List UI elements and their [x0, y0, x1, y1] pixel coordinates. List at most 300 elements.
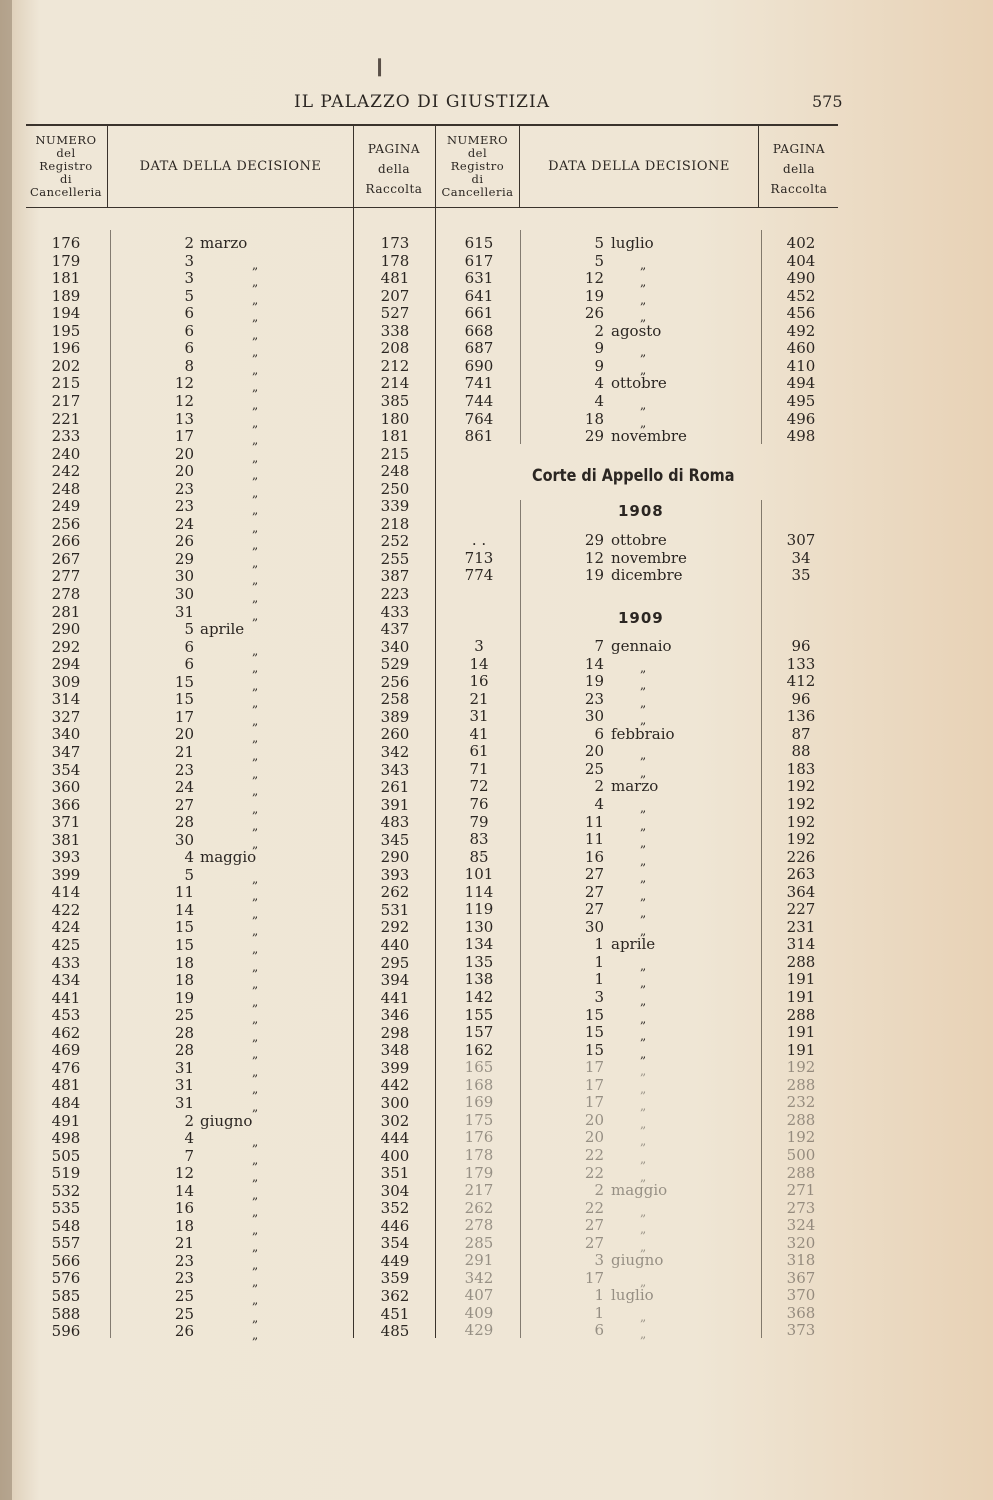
left-row-raccolta-page: 338 [380, 321, 410, 340]
left-row-raccolta-page: 529 [380, 655, 410, 674]
left-row-decision-day: 28 [174, 813, 194, 832]
left-row-registro-number: 433 [51, 953, 81, 972]
right-row-1908-decision-month: ottobre [611, 531, 667, 549]
right-row-decision-month: „ [640, 397, 647, 412]
right-row-1909-registro-number: 76 [469, 794, 489, 813]
left-row-decision-day: 15 [174, 672, 194, 691]
left-row-raccolta-page: 345 [380, 830, 410, 849]
right-row-1909-raccolta-page: 367 [786, 1268, 816, 1287]
right-row-decision-day: 4 [594, 374, 604, 393]
right-row-1909-registro-number: 168 [464, 1075, 494, 1094]
left-row-registro-number: 484 [51, 1093, 81, 1112]
left-row-raccolta-page: 207 [380, 286, 410, 305]
left-row-registro-number: 566 [51, 1251, 81, 1270]
right-row-1909-decision-month: „ [640, 695, 647, 710]
year-heading-1908: 1908 [618, 502, 664, 520]
right-row-1909-raccolta-page: 273 [786, 1198, 816, 1217]
right-row-1909-decision-month: febbraio [611, 724, 675, 743]
left-row-decision-month: aprile [200, 620, 245, 639]
right-row-raccolta-page: 494 [786, 374, 816, 393]
right-row-1909-registro-number: 138 [464, 970, 494, 989]
left-row-raccolta-page: 362 [380, 1287, 410, 1305]
right-row-1909-decision-month: „ [640, 923, 647, 938]
column-divider [761, 230, 762, 444]
right-row-1909-decision-month: „ [640, 1011, 647, 1026]
right-row-1909-registro-number: 429 [464, 1321, 494, 1340]
right-row-decision-month: „ [640, 257, 647, 272]
left-row-registro-number: 309 [51, 672, 81, 691]
right-row-1909-raccolta-page: 288 [786, 1110, 816, 1129]
right-row-1909-raccolta-page: 373 [786, 1321, 816, 1340]
right-row-decision-day: 12 [584, 269, 604, 288]
right-row-1909-decision-day: 14 [584, 654, 604, 673]
left-row-decision-month: „ [252, 1047, 259, 1062]
left-row-raccolta-page: 352 [380, 1199, 410, 1218]
right-row-1909-decision-month: gennaio [611, 637, 672, 655]
left-row-decision-month: „ [252, 1187, 259, 1202]
left-row-registro-number: 266 [51, 532, 81, 551]
right-row-1909-raccolta-page: 500 [786, 1145, 816, 1164]
right-row-decision-day: 2 [594, 321, 604, 340]
right-row-1909-decision-day: 27 [584, 1233, 604, 1252]
left-row-registro-number: 381 [51, 830, 81, 849]
right-row-1909-decision-day: 17 [584, 1058, 604, 1077]
left-row-decision-day: 18 [174, 971, 194, 990]
left-row-decision-month: „ [252, 766, 259, 781]
right-row-registro-number: 687 [464, 339, 494, 358]
left-row-raccolta-page: 354 [380, 1234, 410, 1253]
left-row-decision-month: „ [252, 468, 259, 483]
left-row-registro-number: 399 [51, 865, 81, 884]
left-row-decision-day: 4 [184, 848, 194, 867]
right-row-decision-day: 5 [594, 251, 604, 270]
right-row-1909-registro-number: 3 [474, 637, 484, 655]
right-row-1909-registro-number: 179 [464, 1163, 494, 1182]
left-row-registro-number: 476 [51, 1058, 81, 1077]
right-row-1909-decision-month: „ [640, 818, 647, 833]
right-row-1909-registro-number: 175 [464, 1110, 494, 1129]
left-row-decision-month: „ [252, 924, 259, 939]
left-row-decision-day: 2 [184, 1111, 194, 1130]
left-row-decision-day: 6 [184, 637, 194, 656]
right-row-1909-decision-month: „ [640, 906, 647, 921]
left-row-decision-month: „ [252, 1135, 259, 1150]
header-numero-right: NUMERO del Registro di Cancelleria [441, 133, 514, 199]
right-row-1909-registro-number: 291 [464, 1251, 494, 1270]
left-row-raccolta-page: 302 [380, 1111, 410, 1130]
left-row-decision-month: „ [252, 836, 259, 851]
left-row-decision-day: 12 [174, 1164, 194, 1183]
left-row-decision-month: „ [252, 503, 259, 518]
right-row-1909-decision-month: „ [640, 1081, 647, 1096]
left-row-raccolta-page: 292 [380, 918, 410, 937]
right-row-registro-number: 764 [464, 409, 494, 428]
left-row-decision-month: „ [252, 1152, 259, 1167]
left-row-decision-day: 24 [174, 778, 194, 797]
right-row-1909-decision-day: 27 [584, 900, 604, 919]
right-row-1909-decision-day: 15 [584, 1005, 604, 1024]
right-row-1909-raccolta-page: 231 [786, 917, 816, 936]
left-row-decision-month: „ [252, 275, 259, 290]
left-row-registro-number: 242 [51, 462, 81, 481]
right-row-1909-decision-month: „ [640, 1327, 647, 1342]
left-row-raccolta-page: 262 [380, 883, 410, 902]
left-row-decision-day: 4 [184, 1129, 194, 1148]
right-row-decision-month: „ [640, 345, 647, 360]
right-row-1909-decision-day: 1 [594, 1286, 604, 1305]
right-row-1909-decision-day: 27 [584, 865, 604, 884]
right-row-registro-number: 741 [464, 374, 494, 393]
right-row-decision-month: „ [640, 275, 647, 290]
right-row-decision-day: 4 [594, 391, 604, 410]
right-row-1909-decision-day: 4 [594, 794, 604, 813]
right-row-1909-decision-day: 2 [594, 777, 604, 796]
right-row-1908-decision-day: 19 [584, 566, 604, 585]
left-row-raccolta-page: 441 [380, 988, 410, 1007]
left-row-registro-number: 196 [51, 339, 81, 358]
table-top-rule [26, 124, 838, 126]
right-row-1909-decision-month: „ [640, 888, 647, 903]
right-row-raccolta-page: 456 [786, 304, 816, 323]
left-row-registro-number: 248 [51, 479, 81, 498]
left-row-raccolta-page: 250 [380, 479, 410, 498]
right-row-1909-decision-day: 27 [584, 1216, 604, 1235]
left-row-registro-number: 314 [51, 690, 81, 709]
right-row-1909-registro-number: 135 [464, 952, 494, 971]
right-row-1909-decision-month: „ [640, 871, 647, 886]
left-row-decision-month: „ [252, 310, 259, 325]
section-title: Corte di Appello di Roma [532, 466, 735, 486]
left-row-registro-number: 441 [51, 988, 81, 1007]
left-row-registro-number: 498 [51, 1129, 81, 1148]
left-row-registro-number: 249 [51, 497, 81, 516]
left-row-decision-month: „ [252, 1257, 259, 1272]
right-row-1909-decision-month: „ [640, 748, 647, 763]
right-row-1909-raccolta-page: 88 [791, 742, 811, 761]
left-row-decision-day: 8 [184, 356, 194, 375]
right-row-1909-registro-number: 85 [469, 847, 489, 866]
right-row-1909-raccolta-page: 314 [786, 935, 816, 954]
right-row-decision-day: 19 [584, 286, 604, 305]
left-row-raccolta-page: 394 [380, 971, 410, 990]
left-row-raccolta-page: 449 [380, 1251, 410, 1270]
right-row-decision-day: 9 [594, 339, 604, 358]
left-row-decision-month: „ [252, 1275, 259, 1290]
left-row-registro-number: 469 [51, 1041, 81, 1060]
right-row-1909-decision-month: „ [640, 1099, 647, 1114]
left-row-decision-day: 6 [184, 304, 194, 323]
left-row-raccolta-page: 178 [380, 251, 410, 270]
right-row-1909-decision-day: 27 [584, 882, 604, 901]
right-row-1909-decision-month: „ [640, 765, 647, 780]
left-row-registro-number: 340 [51, 725, 81, 744]
left-row-registro-number: 491 [51, 1111, 81, 1130]
left-row-decision-day: 28 [174, 1023, 194, 1042]
left-row-decision-month: „ [252, 1012, 259, 1027]
left-row-decision-day: 30 [174, 830, 194, 849]
right-row-1909-raccolta-page: 192 [786, 812, 816, 831]
left-row-decision-month: „ [252, 906, 259, 921]
right-row-1909-decision-day: 23 [584, 689, 604, 708]
left-row-registro-number: 354 [51, 760, 81, 779]
right-row-registro-number: 641 [464, 286, 494, 305]
left-row-raccolta-page: 260 [380, 725, 410, 744]
left-row-decision-day: 6 [184, 339, 194, 358]
left-row-decision-day: 18 [174, 1216, 194, 1235]
right-row-1909-decision-day: 15 [584, 1023, 604, 1042]
left-row-raccolta-page: 400 [380, 1146, 410, 1165]
left-row-registro-number: 327 [51, 707, 81, 726]
left-row-decision-month: „ [252, 591, 259, 605]
left-row-decision-month: „ [252, 959, 259, 974]
right-row-decision-day: 18 [584, 409, 604, 428]
left-row-decision-month: „ [252, 415, 259, 430]
page-title: IL PALAZZO DI GIUSTIZIA [294, 92, 550, 112]
left-row-decision-month: „ [252, 345, 259, 360]
right-row-1909-raccolta-page: 232 [786, 1093, 816, 1112]
right-row-1909-registro-number: 169 [464, 1093, 494, 1112]
right-row-raccolta-page: 452 [786, 286, 816, 305]
left-row-decision-month: „ [252, 713, 259, 728]
left-row-decision-month: „ [252, 450, 259, 465]
left-row-raccolta-page: 300 [380, 1093, 410, 1112]
left-row-raccolta-page: 351 [380, 1164, 410, 1183]
right-row-registro-number: 661 [464, 304, 494, 323]
right-row-raccolta-page: 490 [786, 269, 816, 288]
right-row-1909-registro-number: 165 [464, 1058, 494, 1077]
left-row-raccolta-page: 444 [380, 1129, 410, 1148]
right-row-1909-decision-month: „ [640, 853, 647, 868]
right-row-1909-registro-number: 176 [464, 1128, 494, 1147]
left-row-decision-day: 20 [174, 462, 194, 481]
column-divider [520, 230, 521, 444]
right-row-registro-number: 861 [464, 427, 494, 446]
right-row-1909-raccolta-page: 192 [786, 777, 816, 796]
left-row-registro-number: 453 [51, 1006, 81, 1025]
right-row-1909-raccolta-page: 364 [786, 882, 816, 901]
right-row-1908-raccolta-page: 307 [786, 531, 816, 549]
left-row-registro-number: 277 [51, 567, 81, 586]
right-row-1909-decision-month: „ [640, 678, 647, 693]
right-row-1909-registro-number: 262 [464, 1198, 494, 1217]
left-row-decision-month: „ [252, 380, 259, 395]
left-row-decision-day: 31 [174, 602, 194, 621]
right-row-1909-decision-month: „ [640, 836, 647, 851]
left-row-decision-month: maggio [200, 848, 257, 867]
left-row-decision-month: „ [252, 292, 259, 307]
left-row-decision-month: „ [252, 1240, 259, 1255]
right-row-1909-decision-month: aprile [611, 935, 656, 954]
right-row-1909-decision-month: „ [640, 1116, 647, 1131]
right-row-1909-registro-number: 342 [464, 1268, 494, 1287]
left-row-registro-number: 371 [51, 813, 81, 832]
right-row-1909-raccolta-page: 226 [786, 847, 816, 866]
printer-mark: ❙ [372, 56, 388, 77]
column-divider [520, 500, 521, 1338]
right-row-1909-decision-day: 1 [594, 970, 604, 989]
right-row-1909-decision-month: „ [640, 1222, 647, 1237]
right-row-1909-registro-number: 16 [469, 672, 489, 691]
left-row-decision-day: 23 [174, 760, 194, 779]
right-row-decision-month: luglio [611, 234, 654, 252]
right-row-1909-registro-number: 119 [464, 900, 494, 919]
left-row-decision-month: „ [252, 485, 259, 500]
left-row-decision-month: „ [252, 994, 259, 1009]
left-row-registro-number: 505 [51, 1146, 81, 1165]
right-row-1909-registro-number: 130 [464, 917, 494, 936]
left-row-decision-day: 31 [174, 1076, 194, 1095]
left-row-raccolta-page: 218 [380, 514, 410, 533]
left-row-decision-month: „ [252, 678, 259, 693]
table-header-rule [26, 207, 838, 208]
right-row-1909-decision-day: 22 [584, 1163, 604, 1182]
left-row-decision-day: 20 [174, 444, 194, 463]
right-row-1909-decision-day: 1 [594, 1303, 604, 1322]
right-row-1909-decision-month: marzo [611, 777, 659, 796]
left-row-raccolta-page: 399 [380, 1058, 410, 1077]
right-row-1909-decision-day: 17 [584, 1093, 604, 1112]
left-row-decision-day: 14 [174, 900, 194, 919]
left-row-registro-number: 462 [51, 1023, 81, 1042]
left-row-decision-day: 11 [174, 883, 194, 902]
left-row-decision-day: 5 [184, 620, 194, 639]
right-row-1909-decision-day: 30 [584, 707, 604, 726]
left-row-decision-day: 31 [174, 1093, 194, 1112]
right-row-1909-decision-day: 11 [584, 830, 604, 849]
right-row-raccolta-page: 492 [786, 321, 816, 340]
right-row-1909-decision-month: „ [640, 800, 647, 815]
column-divider [435, 126, 436, 1338]
left-row-raccolta-page: 387 [380, 567, 410, 586]
left-row-decision-month: „ [252, 889, 259, 904]
left-row-registro-number: 481 [51, 1076, 81, 1095]
left-row-decision-month: „ [252, 1328, 259, 1343]
right-row-1909-decision-month: „ [640, 976, 647, 991]
right-row-1908-raccolta-page: 35 [791, 566, 811, 585]
left-row-raccolta-page: 433 [380, 602, 410, 621]
right-row-1909-raccolta-page: 133 [786, 654, 816, 673]
left-row-registro-number: 347 [51, 742, 81, 761]
right-row-decision-day: 26 [584, 304, 604, 323]
right-row-1909-decision-day: 20 [584, 1110, 604, 1129]
left-row-registro-number: 278 [51, 585, 81, 603]
left-row-raccolta-page: 215 [380, 444, 410, 463]
right-row-1909-raccolta-page: 136 [786, 707, 816, 726]
right-row-1909-raccolta-page: 324 [786, 1216, 816, 1235]
left-row-registro-number: 434 [51, 971, 81, 990]
right-row-1909-raccolta-page: 368 [786, 1303, 816, 1322]
left-row-registro-number: 267 [51, 549, 81, 568]
left-row-decision-month: „ [252, 748, 259, 763]
right-row-1909-registro-number: 278 [464, 1216, 494, 1235]
right-row-1908-registro-number: 774 [464, 566, 494, 585]
left-row-raccolta-page: 446 [380, 1216, 410, 1235]
page-number: 575 [812, 92, 843, 111]
left-row-registro-number: 535 [51, 1199, 81, 1218]
left-row-raccolta-page: 180 [380, 409, 410, 428]
left-row-decision-month: „ [252, 1082, 259, 1097]
left-row-decision-day: 28 [174, 1041, 194, 1060]
right-row-1909-registro-number: 83 [469, 830, 489, 849]
right-row-1909-raccolta-page: 412 [786, 672, 816, 691]
left-row-decision-day: 21 [174, 742, 194, 761]
right-row-1909-decision-day: 17 [584, 1268, 604, 1287]
right-row-1909-decision-month: giugno [611, 1251, 664, 1270]
right-row-1909-decision-month: „ [640, 1029, 647, 1044]
left-row-raccolta-page: 252 [380, 532, 410, 551]
right-row-1909-registro-number: 114 [464, 882, 494, 901]
right-row-1908-registro-number: . . [471, 531, 487, 549]
left-row-decision-day: 6 [184, 321, 194, 340]
column-divider [353, 126, 354, 1338]
left-row-registro-number: 294 [51, 655, 81, 674]
left-row-raccolta-page: 214 [380, 374, 410, 393]
right-row-1908-decision-day: 29 [584, 531, 604, 549]
left-row-registro-number: 588 [51, 1304, 81, 1323]
right-row-1909-registro-number: 162 [464, 1040, 494, 1059]
left-row-decision-day: 15 [174, 918, 194, 937]
left-row-decision-month: „ [252, 555, 259, 570]
left-row-registro-number: 281 [51, 602, 81, 621]
left-row-decision-month: „ [252, 1170, 259, 1185]
left-row-decision-day: 30 [174, 585, 194, 603]
left-row-raccolta-page: 348 [380, 1041, 410, 1060]
right-row-1909-decision-month: „ [640, 1169, 647, 1184]
left-row-decision-day: 17 [174, 427, 194, 446]
right-row-1909-decision-month: „ [640, 1274, 647, 1289]
right-row-decision-month: ottobre [611, 374, 667, 393]
right-row-1909-raccolta-page: 271 [786, 1181, 816, 1200]
left-row-raccolta-page: 208 [380, 339, 410, 358]
left-row-decision-day: 21 [174, 1234, 194, 1253]
left-row-decision-month: „ [252, 696, 259, 711]
left-row-raccolta-page: 527 [380, 304, 410, 323]
right-row-1909-registro-number: 72 [469, 777, 489, 796]
right-row-1909-raccolta-page: 263 [786, 865, 816, 884]
right-row-raccolta-page: 498 [786, 427, 816, 446]
right-row-1909-decision-month: maggio [611, 1181, 668, 1200]
right-row-1909-decision-month: „ [640, 958, 647, 973]
left-row-decision-day: 17 [174, 707, 194, 726]
left-row-registro-number: 256 [51, 514, 81, 533]
left-row-decision-month: „ [252, 661, 259, 676]
left-row-decision-month: giugno [200, 1111, 253, 1130]
header-pagina-left: PAGINA della Raccolta [365, 142, 423, 196]
left-row-decision-day: 14 [174, 1181, 194, 1200]
right-row-1909-decision-day: 30 [584, 917, 604, 936]
right-row-1909-decision-day: 6 [594, 1321, 604, 1340]
right-row-1909-raccolta-page: 87 [791, 724, 811, 743]
right-row-decision-day: 5 [594, 234, 604, 252]
right-row-1909-raccolta-page: 192 [786, 1128, 816, 1147]
left-row-raccolta-page: 531 [380, 900, 410, 919]
left-row-registro-number: 221 [51, 409, 81, 428]
left-row-raccolta-page: 212 [380, 356, 410, 375]
left-row-decision-day: 7 [184, 1146, 194, 1165]
right-row-1909-raccolta-page: 192 [786, 794, 816, 813]
left-row-decision-month: „ [252, 608, 259, 623]
left-row-decision-day: 25 [174, 1287, 194, 1305]
left-row-raccolta-page: 391 [380, 795, 410, 814]
right-row-1909-raccolta-page: 288 [786, 1005, 816, 1024]
right-row-1909-decision-month: luglio [611, 1286, 654, 1305]
left-row-registro-number: 195 [51, 321, 81, 340]
left-row-decision-month: „ [252, 1205, 259, 1220]
left-row-decision-day: 13 [174, 409, 194, 428]
left-row-decision-day: 16 [174, 1199, 194, 1218]
left-row-raccolta-page: 346 [380, 1006, 410, 1025]
left-row-registro-number: 202 [51, 356, 81, 375]
